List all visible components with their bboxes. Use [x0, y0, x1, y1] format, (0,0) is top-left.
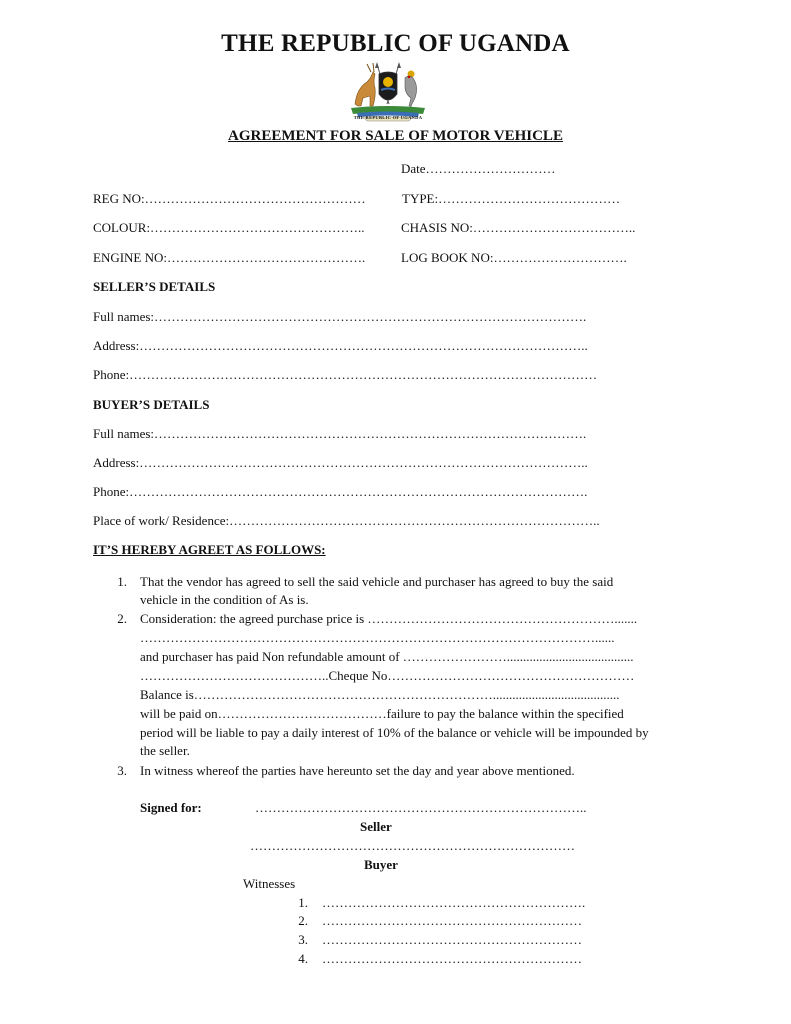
witness-number: 1.	[298, 895, 308, 910]
seller-address-field[interactable]: Address:…………………………………………………………………………………………..	[93, 338, 588, 353]
witness-number: 2.	[298, 913, 308, 928]
witness-number: 3.	[298, 932, 308, 947]
signed-for-label: Signed for:	[140, 800, 202, 815]
seller-details-heading: SELLER’S DETAILS	[93, 279, 216, 294]
non-refundable-amount-field[interactable]: and purchaser has paid Non refundable amount of …………………….......................................	[140, 649, 634, 664]
term-1-line: vehicle in the condition of As is.	[140, 592, 309, 607]
date-field[interactable]: Date…………………………	[401, 161, 556, 176]
term-2-line: period will be liable to pay a daily interest of 10% of the balance or vehicle will be impounded by	[140, 725, 649, 740]
seller-full-names-field[interactable]: Full names:……………………………………………………………………………………….	[93, 309, 587, 324]
document-title: AGREEMENT FOR SALE OF MOTOR VEHICLE	[228, 128, 563, 144]
seller-phone-field[interactable]: Phone:………………………………………………………………………………………………	[93, 367, 598, 382]
buyer-signature-line[interactable]: …………………………………………………………………	[250, 838, 575, 853]
buyer-place-of-work-field[interactable]: Place of work/ Residence:…………………………………………………………………………..	[93, 513, 600, 528]
chasis-no-field[interactable]: CHASIS NO:………………………………..	[401, 220, 636, 235]
witness-number: 4.	[298, 951, 308, 966]
witness-signature-line[interactable]: ……………………………………………………	[322, 913, 582, 928]
buyer-phone-field[interactable]: Phone:…………………………………………………………………………………………….	[93, 484, 588, 499]
term-1-line: That the vendor has agreed to sell the said vehicle and purchaser has agreed to buy the said	[140, 574, 614, 589]
buyer-full-names-field[interactable]: Full names:……………………………………………………………………………………….	[93, 426, 587, 441]
country-title: THE REPUBLIC OF UGANDA	[221, 30, 570, 57]
cheque-no-field[interactable]: ……………………………………..Cheque No…………………………………………………	[140, 668, 635, 683]
engine-no-field[interactable]: ENGINE NO:……………………………………….	[93, 250, 366, 265]
buyer-details-heading: BUYER’S DETAILS	[93, 397, 210, 412]
term-1-number: 1.	[117, 574, 127, 589]
witness-signature-line[interactable]: …………………………………………………….	[322, 895, 586, 910]
seller-signature-label: Seller	[360, 819, 392, 834]
buyer-address-field[interactable]: Address:…………………………………………………………………………………………..	[93, 455, 588, 470]
type-field[interactable]: TYPE:……………………………………	[402, 191, 621, 206]
purchase-price-continuation-field[interactable]: ……………………………………………………………………………………………......	[140, 630, 615, 645]
term-3-line: In witness whereof the parties have hereunto set the day and year above mentioned.	[140, 763, 575, 778]
term-2-line: the seller.	[140, 743, 190, 758]
coat-of-arms-caption: THE REPUBLIC OF UGANDA	[353, 115, 423, 120]
purchase-price-field[interactable]: Consideration: the agreed purchase price is ………………………………………………….......	[140, 611, 638, 626]
terms-heading: IT’S HEREBY AGREET AS FOLLOWS:	[93, 542, 326, 557]
seller-signature-line[interactable]: …………………………………………………………………..	[255, 800, 587, 815]
colour-field[interactable]: COLOUR:…………………………………………..	[93, 220, 365, 235]
term-3-number: 3.	[117, 763, 127, 778]
balance-field[interactable]: Balance is…………………………………………………………….......................................	[140, 687, 620, 702]
witnesses-label: Witnesses	[243, 876, 296, 891]
witness-signature-line[interactable]: ……………………………………………………	[322, 951, 582, 966]
witness-signature-line[interactable]: ……………………………………………………	[322, 932, 582, 947]
log-book-no-field[interactable]: LOG BOOK NO:………………………….	[401, 250, 627, 265]
payment-date-field[interactable]: will be paid on…………………………………failure to pay the balance within the specified	[140, 706, 624, 721]
term-2-number: 2.	[117, 611, 127, 626]
reg-no-field[interactable]: REG NO:……………………………………………	[93, 191, 366, 206]
buyer-signature-label: Buyer	[364, 857, 398, 872]
